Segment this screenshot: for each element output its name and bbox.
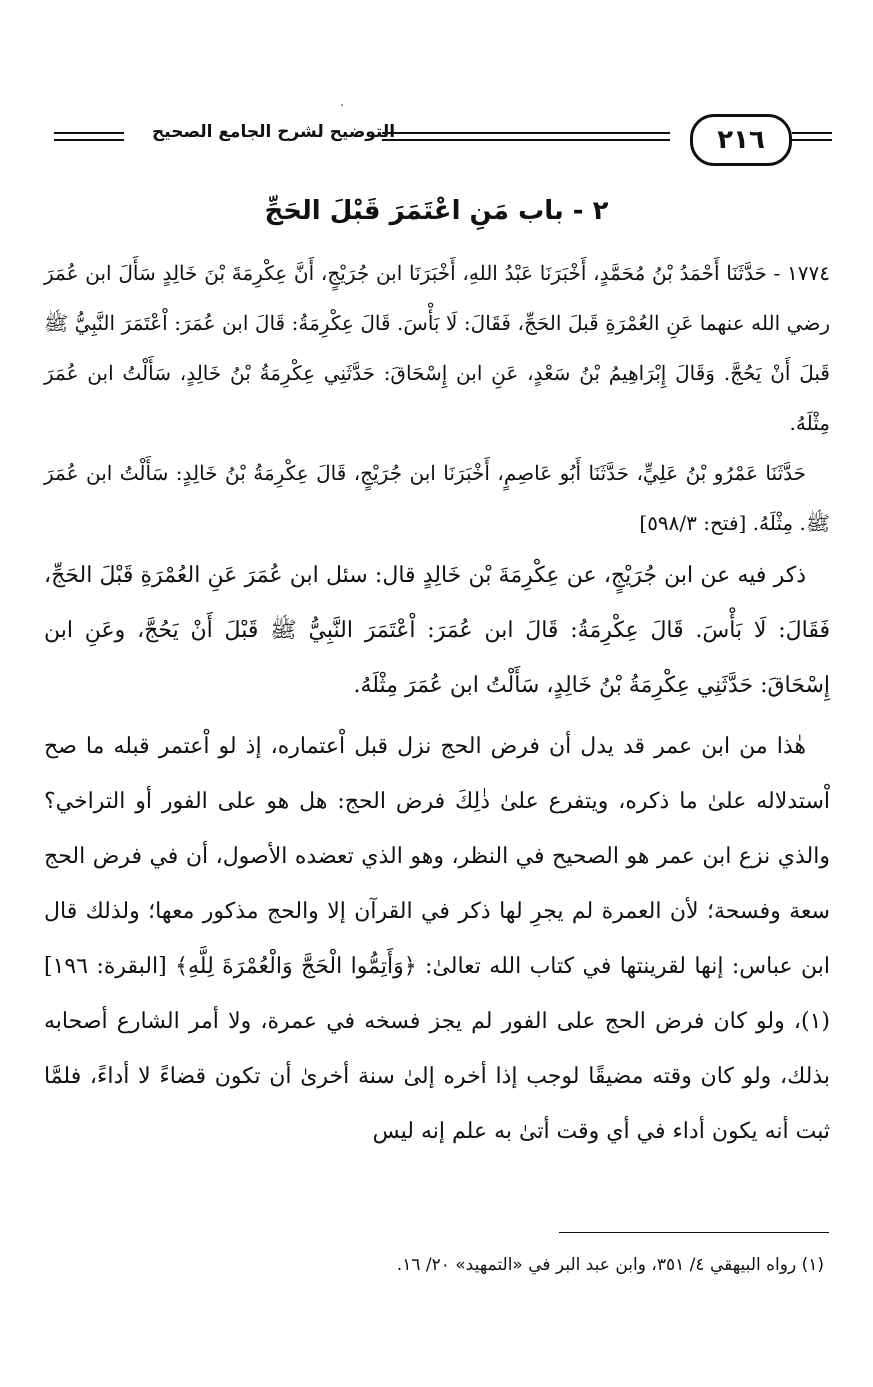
chapter-heading: ٢ - باب مَنِ اعْتَمَرَ قَبْلَ الحَجِّ bbox=[264, 196, 609, 226]
footnote: (١) رواه البيهقي ٤/ ٣٥١، وابن عبد البر في «التمهيد» ٢٠/ ١٦. bbox=[396, 1255, 824, 1275]
commentary-block bbox=[44, 548, 830, 1159]
hadith-block bbox=[44, 248, 830, 548]
header-rule-right-bottom bbox=[792, 139, 832, 141]
header-rule-left-top bbox=[54, 132, 124, 134]
hadith-paragraph: حَدَّثَنَا عَمْرُو بْنُ عَلِيٍّ، حَدَّثَنَا أَبُو عَاصِمٍ، أَخْبَرَنَا ابن جُرَيْجٍ، قَالَ عِكْرِمَةُ بْنُ خَالِدٍ: سَأَلْتُ ابن عُمَرَ ﷺ. مِثْلَهُ. [فتح: ٥٩٨/٣] bbox=[44, 461, 830, 535]
commentary-paragraph: هٰذا من ابن عمر قد يدل أن فرض الحج نزل قبل اْعتماره، إذ لو اْعتمر قبله ما صح اْستدلاله علىٰ ما ذكره، ويتفرع علىٰ ذٰلِكَ فرض الحج: هل هو على الفور أو التراخي؟ والذي نزع ابن عمر هو الصحيح في النظر، وهو الذي تعضده الأصول، أن في فرض الحج سعة وفسحة؛ لأن العمرة لم يجرِ لها ذكر في القرآن إلا والحج مذكور معها؛ ولذلك قال ابن عباس: إنها لقرينتها في كتاب الله تعالىٰ: ﴿وَأَتِمُّوا الْحَجَّ وَالْعُمْرَةَ لِلَّهِ﴾ [البقرة: ١٩٦](١)، ولو كان فرض الحج على الفور لم يجز فسخه في عمرة، ولا أمر الشارع أصحابه بذلك، ولو كان وقته مضيقًا لوجب إذا أخره إلىٰ سنة أخرىٰ أن تكون قضاءً لا أداءً، فلمَّا ثبت أنه يكون أداء في أي وقت أتىٰ به علم إنه ليس bbox=[44, 734, 830, 1144]
header-rule-left-bottom bbox=[54, 139, 124, 141]
running-header bbox=[40, 112, 840, 168]
page-number: ٢١٦ bbox=[690, 114, 792, 166]
header-rule-middle-top bbox=[382, 132, 670, 134]
footnote-divider bbox=[559, 1232, 829, 1233]
scan-speck bbox=[341, 104, 343, 106]
hadith-paragraph: ١٧٧٤ - حَدَّثَنَا أَحْمَدُ بْنُ مُحَمَّدٍ، أَخْبَرَنَا عَبْدُ اللهِ، أَخْبَرَنَا ابن جُرَيْجٍ، أَنَّ عِكْرِمَةَ بْنَ خَالِدٍ سَأَلَ ابن عُمَرَ رضي الله عنهما عَنِ العُمْرَةِ قَبلَ الحَجِّ، فَقَالَ: لَا بَأْسَ. قَالَ عِكْرِمَةُ: قَالَ ابن عُمَرَ: اْعْتَمَرَ النَّبِيُّ ﷺ قَبلَ أَنْ يَحُجَّ. وَقَالَ إِبْرَاهِيمُ بْنُ سَعْدٍ، عَنِ ابن إِسْحَاقَ: حَدَّثَنِي عِكْرِمَةُ بْنُ خَالِدٍ، سَأَلْتُ ابن عُمَرَ مِثْلَهُ. bbox=[44, 261, 830, 435]
header-rule-right-top bbox=[792, 132, 832, 134]
book-title: التوضيح لشرح الجامع الصحيح bbox=[152, 122, 396, 142]
commentary-paragraph: ذكر فيه عن ابن جُرَيْجٍ، عن عِكْرِمَةَ بْن خَالِدٍ قال: سئل ابن عُمَرَ عَنِ العُمْرَةِ قَبْلَ الحَجِّ، فَقَالَ: لَا بَأْسَ. قَالَ عِكْرِمَةُ: قَالَ ابن عُمَرَ: اْعْتَمَرَ النَّبِيُّ ﷺ قَبْلَ أَنْ يَحُجَّ، وعَنِ ابن إِسْحَاقَ: حَدَّثَنِي عِكْرِمَةُ بْنُ خَالِدٍ، سَأَلْتُ ابن عُمَرَ مِثْلَهُ. bbox=[44, 563, 830, 698]
header-rule-middle-bottom bbox=[382, 139, 670, 141]
